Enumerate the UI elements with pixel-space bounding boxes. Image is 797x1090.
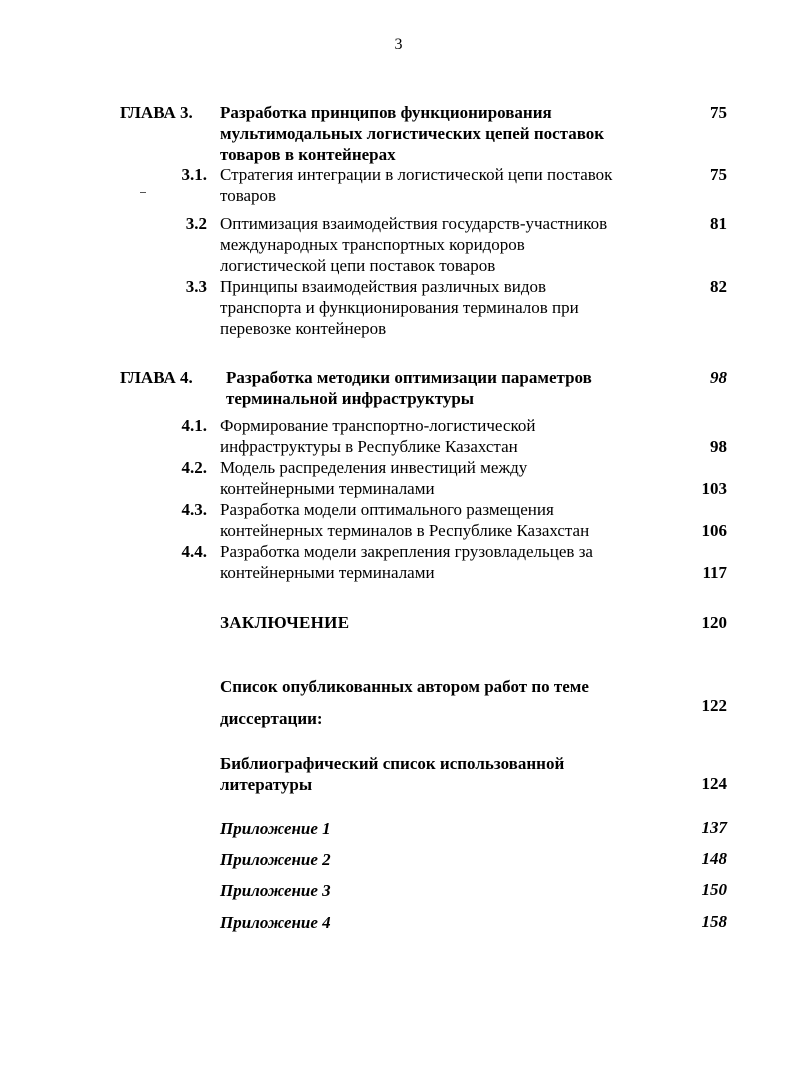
- appendix-3-page: 150: [701, 880, 727, 899]
- appendix-2-title: Приложение 2: [220, 850, 331, 869]
- section-4-3-title: Разработка модели оптимального размещения контейнерных терминалов в Республике Казахстан: [220, 500, 590, 540]
- section-4-1-title: Формирование транспортно-логистической инфраструктуры в Республике Казахстан: [220, 416, 536, 456]
- chapter-4-page: 98: [710, 368, 727, 387]
- section-4-4-number: 4.4.: [181, 542, 207, 561]
- section-4-4-title: Разработка модели закрепления грузовладельцев за контейнерными терминалами: [220, 542, 593, 582]
- bibliography-title-line-2: литературы: [220, 775, 313, 794]
- chapter-4-title: Разработка методики оптимизации параметров терминальной инфраструктуры: [226, 368, 592, 408]
- publications-title-line-1: Список опубликованных автором работ по теме: [220, 677, 589, 696]
- page-number: 3: [394, 36, 403, 53]
- publications-page: 122: [701, 696, 727, 715]
- section-3-3-title: Принципы взаимодействия различных видов транспорта и функционирования терминалов при перевозке контейнеров: [220, 277, 579, 338]
- section-4-3-number: 4.3.: [181, 500, 207, 519]
- appendix-2-page: 148: [701, 849, 727, 868]
- section-3-2-number: 3.2: [185, 214, 207, 233]
- bibliography-title-line-1: Библиографический список использованной: [220, 754, 565, 773]
- section-4-1-page: 98: [710, 437, 727, 456]
- stray-mark: [140, 192, 146, 193]
- section-3-3-page: 82: [710, 277, 727, 296]
- section-3-1-title: Стратегия интеграции в логистической цепи поставок товаров: [220, 165, 613, 205]
- section-3-3-number: 3.3: [185, 277, 207, 296]
- section-4-2-page: 103: [701, 479, 727, 498]
- section-3-1-number: 3.1.: [181, 165, 207, 184]
- section-4-1-number: 4.1.: [181, 416, 207, 435]
- section-4-4-page: 117: [702, 563, 727, 582]
- section-4-2-title: Модель распределения инвестиций между контейнерными терминалами: [220, 458, 528, 498]
- section-4-3-page: 106: [701, 521, 727, 540]
- chapter-3-title: Разработка принципов функционирования мультимодальных логистических цепей поставок товаров в контейнерах: [220, 103, 605, 164]
- appendix-4-page: 158: [701, 912, 727, 931]
- chapter-3-page: 75: [710, 103, 727, 122]
- appendix-1-title: Приложение 1: [220, 819, 331, 838]
- conclusion-title: ЗАКЛЮЧЕНИЕ: [220, 613, 350, 632]
- section-4-2-number: 4.2.: [181, 458, 207, 477]
- section-3-1-page: 75: [710, 165, 727, 184]
- conclusion-page: 120: [701, 613, 727, 632]
- appendix-1-page: 137: [701, 818, 727, 837]
- section-3-2-page: 81: [710, 214, 727, 233]
- publications-title-line-2: диссертации:: [220, 709, 323, 728]
- section-3-2-title: Оптимизация взаимодействия государств-участников международных транспортных коридоров логистической цепи поставок товаров: [220, 214, 608, 275]
- chapter-3-label: ГЛАВА 3.: [120, 103, 193, 122]
- appendix-3-title: Приложение 3: [220, 881, 331, 900]
- chapter-4-label: ГЛАВА 4.: [120, 368, 193, 387]
- appendix-4-title: Приложение 4: [220, 913, 331, 932]
- bibliography-page: 124: [701, 774, 727, 793]
